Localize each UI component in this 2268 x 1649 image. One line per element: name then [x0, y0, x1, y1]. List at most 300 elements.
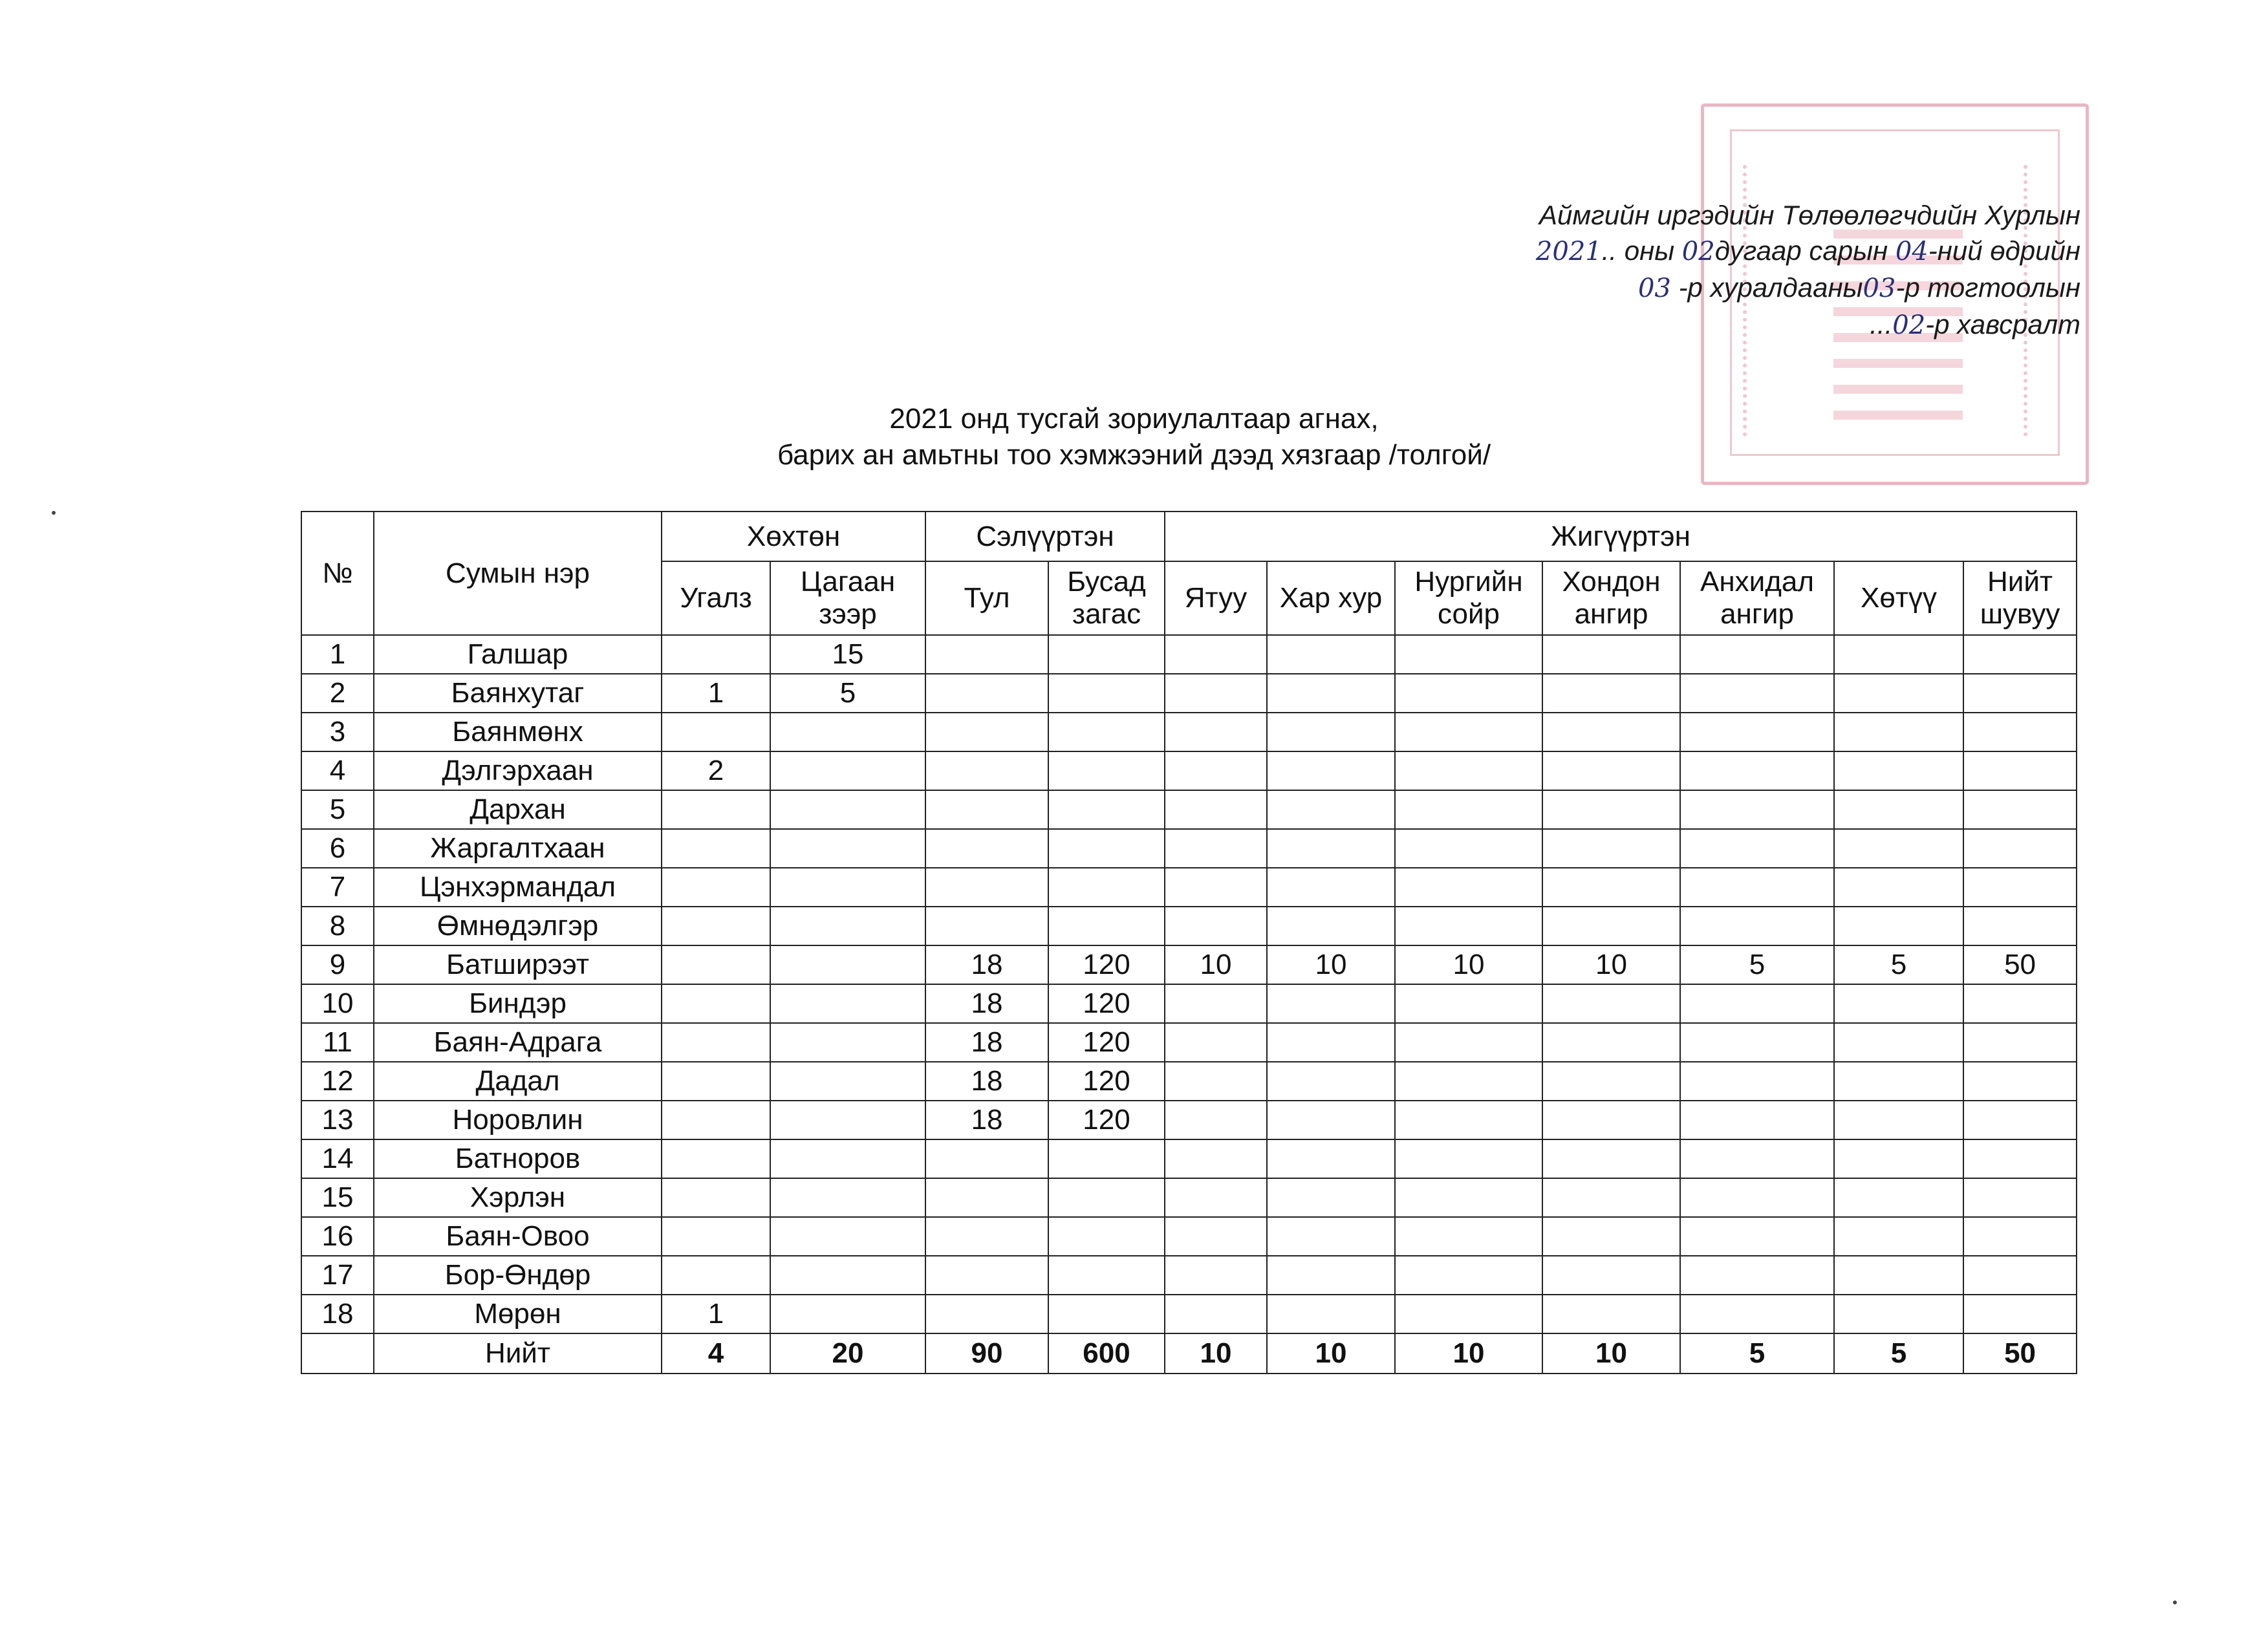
quota-cell — [1963, 713, 2077, 751]
handwritten-resolution: 03 — [1863, 274, 1896, 303]
quota-cell: 18 — [925, 1062, 1048, 1101]
scan-speck — [2173, 1600, 2177, 1604]
quota-cell: 18 — [925, 1023, 1048, 1062]
table-row — [301, 1256, 2077, 1295]
handwritten-annex: 02 — [1892, 310, 1926, 340]
quota-cell — [925, 829, 1048, 868]
title-line-1: 2021 онд тусгай зориулалтаар агнах, — [889, 403, 1379, 435]
quota-cell: 10 — [1165, 945, 1267, 984]
row-number: 8 — [301, 907, 374, 945]
group-header-fish: Сэлүүртэн — [925, 512, 1165, 561]
soum-name: Баянхутаг — [374, 674, 662, 713]
quota-cell — [1542, 1295, 1680, 1333]
table-row — [301, 1139, 2077, 1178]
quota-cell — [1395, 1139, 1542, 1178]
quota-cell — [1267, 635, 1395, 674]
soum-name: Баян-Адрага — [374, 1023, 662, 1062]
quota-cell — [1048, 751, 1165, 790]
quota-cell — [1267, 1139, 1395, 1178]
quota-cell — [770, 1178, 925, 1217]
table-row — [301, 1295, 2077, 1333]
row-number: 18 — [301, 1295, 374, 1333]
quota-cell — [1395, 1217, 1542, 1256]
quota-cell — [925, 1295, 1048, 1333]
col-header-species: Анхидал ангир — [1680, 561, 1834, 635]
note-line-2: 2021.. оны 02дугаар сарын 04-ний өдрийн — [1535, 235, 2080, 266]
col-header-species: Тул — [925, 561, 1048, 635]
quota-cell — [1963, 1062, 2077, 1101]
quota-cell — [1834, 1295, 1963, 1333]
soum-name: Дархан — [374, 790, 662, 829]
soum-name: Өмнөдэлгэр — [374, 907, 662, 945]
quota-cell — [1165, 790, 1267, 829]
quota-cell — [1963, 1023, 2077, 1062]
quota-cell — [1680, 1062, 1834, 1101]
col-header-species: Хондон ангир — [1542, 561, 1680, 635]
table-row — [301, 907, 2077, 945]
col-header-species: Нийт шувуу — [1963, 561, 2077, 635]
quota-cell — [662, 1256, 770, 1295]
quota-cell — [1834, 713, 1963, 751]
quota-cell — [925, 1178, 1048, 1217]
header-row-groups — [301, 512, 2077, 561]
group-header-birds: Жигүүртэн — [1165, 512, 2077, 561]
row-number: 9 — [301, 945, 374, 984]
quota-cell — [1267, 1062, 1395, 1101]
quota-cell — [1680, 907, 1834, 945]
total-cell: 10 — [1267, 1333, 1395, 1374]
total-cell: 4 — [662, 1333, 770, 1374]
note-line-1: Аймгийн иргэдийн Төлөөлөгчдийн Хурлын — [1539, 200, 2080, 230]
quota-cell — [1165, 1023, 1267, 1062]
quota-cell — [1542, 868, 1680, 907]
quota-cell — [1542, 674, 1680, 713]
quota-cell — [1834, 674, 1963, 713]
soum-name: Батноров — [374, 1139, 662, 1178]
quota-cell — [1048, 713, 1165, 751]
quota-cell: 120 — [1048, 1062, 1165, 1101]
total-cell: 10 — [1165, 1333, 1267, 1374]
soum-name: Баян-Овоо — [374, 1217, 662, 1256]
soum-name: Цэнхэрмандал — [374, 868, 662, 907]
quota-cell — [1834, 1178, 1963, 1217]
quota-cell — [925, 1217, 1048, 1256]
quota-cell — [1267, 790, 1395, 829]
quota-cell — [662, 907, 770, 945]
row-number: 14 — [301, 1139, 374, 1178]
title-line-2: барих ан амьтны тоо хэмжээний дээд хязгаар /толгой/ — [777, 439, 1491, 471]
table-row — [301, 635, 2077, 674]
quota-cell — [1165, 751, 1267, 790]
soum-name: Жаргалтхаан — [374, 829, 662, 868]
quota-cell: 1 — [662, 674, 770, 713]
quota-cell — [662, 1217, 770, 1256]
quota-cell: 5 — [1834, 945, 1963, 984]
row-number: 5 — [301, 790, 374, 829]
quota-cell: 18 — [925, 984, 1048, 1023]
quota-cell — [1165, 713, 1267, 751]
quota-cell — [1542, 907, 1680, 945]
soum-name: Галшар — [374, 635, 662, 674]
quota-cell — [1963, 1178, 2077, 1217]
handwritten-day: 04 — [1895, 237, 1928, 266]
quota-cell: 5 — [1680, 945, 1834, 984]
quota-cell — [1680, 674, 1834, 713]
quota-cell — [1834, 1139, 1963, 1178]
quota-cell — [1680, 790, 1834, 829]
quota-cell — [1680, 1101, 1834, 1139]
quota-cell — [1267, 984, 1395, 1023]
quota-cell — [1048, 635, 1165, 674]
quota-cell — [1048, 1217, 1165, 1256]
quota-cell — [1267, 829, 1395, 868]
quota-cell — [1395, 751, 1542, 790]
quota-cell — [1963, 674, 2077, 713]
quota-cell — [1834, 1101, 1963, 1139]
quota-cell — [770, 1139, 925, 1178]
quota-cell — [1267, 907, 1395, 945]
quota-cell — [925, 751, 1048, 790]
quota-cell — [925, 713, 1048, 751]
quota-cell — [1395, 713, 1542, 751]
group-header-mammals: Хөхтөн — [662, 512, 925, 561]
quota-cell — [1542, 1101, 1680, 1139]
quota-cell — [1680, 1256, 1834, 1295]
quota-cell — [770, 751, 925, 790]
row-number: 16 — [301, 1217, 374, 1256]
quota-cell — [1834, 868, 1963, 907]
quota-cell — [1165, 1217, 1267, 1256]
quota-cell: 5 — [770, 674, 925, 713]
quota-cell — [1963, 1295, 2077, 1333]
quota-cell — [770, 907, 925, 945]
soum-name: Мөрөн — [374, 1295, 662, 1333]
quota-cell — [1165, 1139, 1267, 1178]
quota-cell — [1048, 1256, 1165, 1295]
total-cell: 5 — [1834, 1333, 1963, 1374]
hunting-quota-table — [301, 511, 2077, 1374]
quota-cell — [1542, 1139, 1680, 1178]
quota-cell: 2 — [662, 751, 770, 790]
quota-cell — [1834, 1062, 1963, 1101]
table-row — [301, 984, 2077, 1023]
handwritten-month: 02 — [1681, 237, 1715, 266]
quota-cell — [1395, 1062, 1542, 1101]
quota-cell — [1048, 1178, 1165, 1217]
row-number: 7 — [301, 868, 374, 907]
quota-cell — [1267, 674, 1395, 713]
row-number: 6 — [301, 829, 374, 868]
quota-cell — [1680, 1217, 1834, 1256]
quota-cell — [1048, 868, 1165, 907]
total-cell: 600 — [1048, 1333, 1165, 1374]
table-row — [301, 1101, 2077, 1139]
quota-cell — [1680, 1178, 1834, 1217]
quota-cell — [1048, 790, 1165, 829]
quota-cell — [1680, 713, 1834, 751]
quota-cell — [1395, 635, 1542, 674]
quota-cell: 120 — [1048, 945, 1165, 984]
quota-cell — [925, 907, 1048, 945]
quota-cell — [1165, 1062, 1267, 1101]
quota-cell — [1834, 907, 1963, 945]
quota-cell — [1680, 1295, 1834, 1333]
quota-cell — [770, 984, 925, 1023]
quota-cell — [770, 945, 925, 984]
quota-cell: 120 — [1048, 1023, 1165, 1062]
quota-cell — [1542, 1217, 1680, 1256]
quota-cell — [770, 1295, 925, 1333]
row-number: 2 — [301, 674, 374, 713]
quota-cell — [1542, 1023, 1680, 1062]
total-cell: 90 — [925, 1333, 1048, 1374]
quota-cell — [1395, 868, 1542, 907]
quota-cell — [1963, 751, 2077, 790]
note-line-3: 03 -р хуралдааны03-р тогтоолын — [1637, 272, 2080, 303]
quota-cell — [1542, 1178, 1680, 1217]
row-number: 1 — [301, 635, 374, 674]
quota-cell — [770, 1217, 925, 1256]
quota-cell — [1542, 635, 1680, 674]
quota-cell — [662, 1139, 770, 1178]
quota-cell — [1963, 635, 2077, 674]
quota-cell — [1680, 1139, 1834, 1178]
quota-cell — [1267, 1256, 1395, 1295]
quota-cell — [1165, 868, 1267, 907]
col-header-species: Хар хур — [1267, 561, 1395, 635]
handwritten-year: 2021 — [1535, 237, 1602, 266]
quota-cell: 50 — [1963, 945, 2077, 984]
quota-cell — [1963, 868, 2077, 907]
quota-cell — [1680, 635, 1834, 674]
row-number: 3 — [301, 713, 374, 751]
quota-cell: 10 — [1267, 945, 1395, 984]
quota-cell — [1542, 1256, 1680, 1295]
row-number: 10 — [301, 984, 374, 1023]
quota-cell — [1834, 1256, 1963, 1295]
quota-cell — [1267, 868, 1395, 907]
quota-cell — [1048, 1295, 1165, 1333]
quota-cell — [770, 1256, 925, 1295]
soum-name: Баянмөнх — [374, 713, 662, 751]
table-row — [301, 674, 2077, 713]
quota-cell — [1542, 790, 1680, 829]
quota-cell — [1834, 1217, 1963, 1256]
quota-cell — [1267, 1295, 1395, 1333]
quota-cell — [1963, 829, 2077, 868]
quota-cell — [1165, 635, 1267, 674]
quota-cell — [1267, 1023, 1395, 1062]
quota-cell — [1395, 1295, 1542, 1333]
table-row — [301, 1062, 2077, 1101]
quota-cell — [925, 1139, 1048, 1178]
quota-cell — [770, 713, 925, 751]
quota-cell — [1395, 1101, 1542, 1139]
quota-cell — [662, 1178, 770, 1217]
quota-cell — [1395, 790, 1542, 829]
table-row — [301, 868, 2077, 907]
quota-cell — [1395, 1256, 1542, 1295]
quota-cell — [770, 1101, 925, 1139]
quota-cell — [1165, 1178, 1267, 1217]
quota-cell — [925, 635, 1048, 674]
quota-cell — [1395, 829, 1542, 868]
quota-cell: 120 — [1048, 984, 1165, 1023]
col-header-species: Хөтүү — [1834, 561, 1963, 635]
quota-cell — [1834, 829, 1963, 868]
handwritten-session: 03 — [1637, 274, 1671, 303]
quota-cell — [1963, 907, 2077, 945]
quota-cell — [1680, 868, 1834, 907]
quota-cell — [1165, 1295, 1267, 1333]
quota-cell — [1834, 984, 1963, 1023]
quota-cell — [1834, 1023, 1963, 1062]
row-number: 12 — [301, 1062, 374, 1101]
quota-cell — [662, 945, 770, 984]
quota-cell — [1963, 1217, 2077, 1256]
quota-cell: 1 — [662, 1295, 770, 1333]
quota-cell — [1542, 751, 1680, 790]
quota-cell — [1680, 751, 1834, 790]
total-row — [301, 1333, 2077, 1374]
quota-cell — [925, 674, 1048, 713]
quota-cell — [1542, 829, 1680, 868]
col-header-no: № — [301, 512, 374, 635]
total-label: Нийт — [374, 1333, 662, 1374]
quota-cell — [662, 790, 770, 829]
table-row — [301, 1178, 2077, 1217]
col-header-species: Цагаан зээр — [770, 561, 925, 635]
quota-cell — [1542, 1062, 1680, 1101]
quota-cell — [662, 868, 770, 907]
quota-cell — [1395, 1178, 1542, 1217]
quota-cell — [662, 713, 770, 751]
quota-cell — [1048, 1139, 1165, 1178]
quota-cell — [925, 868, 1048, 907]
soum-name: Дадал — [374, 1062, 662, 1101]
quota-cell — [662, 984, 770, 1023]
quota-cell: 15 — [770, 635, 925, 674]
quota-cell — [1963, 1139, 2077, 1178]
quota-cell — [1542, 984, 1680, 1023]
quota-cell — [1680, 829, 1834, 868]
quota-cell — [1395, 674, 1542, 713]
quota-cell — [925, 1256, 1048, 1295]
quota-cell — [925, 790, 1048, 829]
table-row — [301, 1023, 2077, 1062]
note-line-4: ...02-р хавсралт — [1870, 309, 2080, 340]
soum-name: Бор-Өндөр — [374, 1256, 662, 1295]
quota-cell — [662, 1062, 770, 1101]
soum-name: Хэрлэн — [374, 1178, 662, 1217]
quota-cell — [1165, 907, 1267, 945]
quota-cell: 10 — [1542, 945, 1680, 984]
quota-cell — [1267, 751, 1395, 790]
table-row — [301, 790, 2077, 829]
table-row — [301, 829, 2077, 868]
total-cell: 10 — [1542, 1333, 1680, 1374]
quota-cell — [770, 790, 925, 829]
quota-cell — [1267, 1178, 1395, 1217]
document-title — [0, 401, 2268, 473]
quota-cell: 10 — [1395, 945, 1542, 984]
soum-name: Дэлгэрхаан — [374, 751, 662, 790]
quota-cell — [1963, 1256, 2077, 1295]
quota-cell — [770, 829, 925, 868]
quota-cell — [1395, 907, 1542, 945]
col-header-species: Угалз — [662, 561, 770, 635]
quota-cell — [1165, 1101, 1267, 1139]
quota-cell — [1267, 713, 1395, 751]
quota-cell — [1165, 674, 1267, 713]
quota-cell — [770, 868, 925, 907]
quota-cell — [1963, 1101, 2077, 1139]
total-no-cell — [301, 1333, 374, 1374]
soum-name: Норовлин — [374, 1101, 662, 1139]
table-row — [301, 1217, 2077, 1256]
quota-cell — [1165, 1256, 1267, 1295]
quota-cell — [1267, 1217, 1395, 1256]
quota-cell — [1165, 984, 1267, 1023]
quota-cell: 18 — [925, 945, 1048, 984]
row-number: 11 — [301, 1023, 374, 1062]
col-header-species: Нургийн сойр — [1395, 561, 1542, 635]
quota-cell — [1267, 1101, 1395, 1139]
total-cell: 10 — [1395, 1333, 1542, 1374]
col-header-species: Бусад загас — [1048, 561, 1165, 635]
quota-cell — [1165, 829, 1267, 868]
quota-cell — [1834, 635, 1963, 674]
quota-cell — [770, 1062, 925, 1101]
quota-cell — [1395, 984, 1542, 1023]
quota-cell — [1680, 1023, 1834, 1062]
quota-cell — [770, 1023, 925, 1062]
quota-cell — [1048, 829, 1165, 868]
row-number: 15 — [301, 1178, 374, 1217]
soum-name: Батширээт — [374, 945, 662, 984]
total-cell: 50 — [1963, 1333, 2077, 1374]
soum-name: Биндэр — [374, 984, 662, 1023]
quota-cell — [1048, 674, 1165, 713]
quota-cell — [1680, 984, 1834, 1023]
table-row — [301, 751, 2077, 790]
total-cell: 20 — [770, 1333, 925, 1374]
row-number: 17 — [301, 1256, 374, 1295]
row-number: 4 — [301, 751, 374, 790]
scan-speck — [52, 511, 56, 515]
quota-cell — [1542, 713, 1680, 751]
quota-cell — [1395, 1023, 1542, 1062]
col-header-name: Сумын нэр — [374, 512, 662, 635]
table-row — [301, 945, 2077, 984]
quota-cell: 18 — [925, 1101, 1048, 1139]
quota-cell — [662, 1023, 770, 1062]
quota-cell — [662, 829, 770, 868]
col-header-species: Ятуу — [1165, 561, 1267, 635]
annex-header-note — [1536, 197, 2080, 343]
quota-cell — [1834, 790, 1963, 829]
table-body — [301, 635, 2077, 1374]
quota-cell — [1963, 984, 2077, 1023]
quota-cell — [1048, 907, 1165, 945]
quota-cell: 120 — [1048, 1101, 1165, 1139]
row-number: 13 — [301, 1101, 374, 1139]
table-row — [301, 713, 2077, 751]
quota-cell — [1963, 790, 2077, 829]
quota-cell — [662, 1101, 770, 1139]
quota-cell — [662, 635, 770, 674]
total-cell: 5 — [1680, 1333, 1834, 1374]
